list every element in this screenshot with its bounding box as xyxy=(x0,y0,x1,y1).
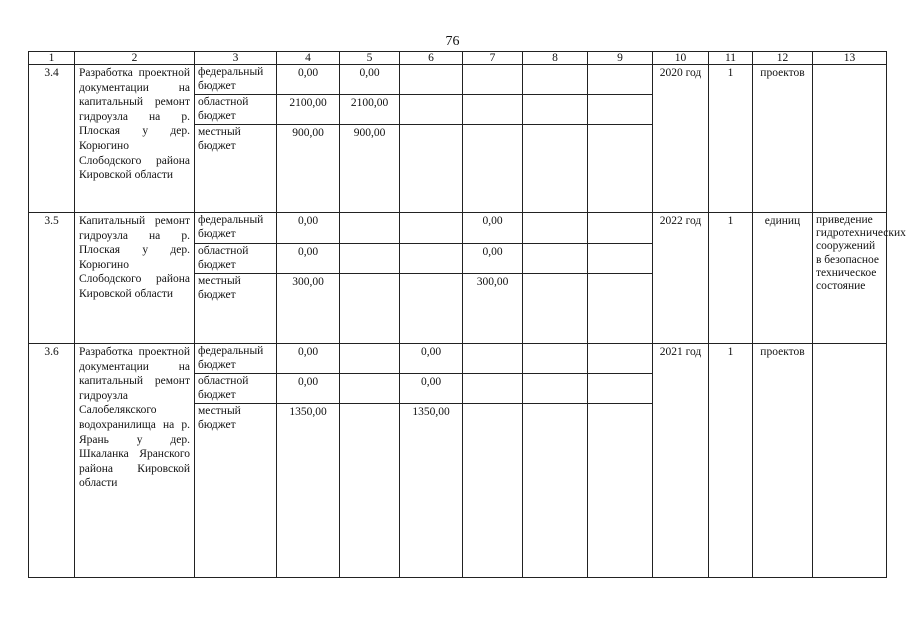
cell-c6 xyxy=(400,213,463,244)
table-row xyxy=(29,344,887,374)
cell-total: 0,00 xyxy=(277,344,340,374)
cell-c6 xyxy=(400,95,463,125)
row-qty: 1 xyxy=(709,65,753,213)
col-header: 13 xyxy=(813,52,887,65)
cell-c9 xyxy=(588,213,653,244)
col-header: 6 xyxy=(400,52,463,65)
cell-c5 xyxy=(340,344,400,374)
row-qty: 1 xyxy=(709,344,753,578)
cell-c8 xyxy=(523,125,588,213)
row-description: Разработка проектной документации на капитальный ремонт гидроузла на р. Плоская у дер. Корюгино Слободского района Кировской области xyxy=(75,65,195,213)
col-header: 2 xyxy=(75,52,195,65)
program-table xyxy=(28,51,906,578)
cell-c5 xyxy=(340,213,400,244)
cell-c9 xyxy=(588,344,653,374)
cell-c9 xyxy=(588,374,653,404)
cell-c6: 1350,00 xyxy=(400,404,463,578)
col-header: 7 xyxy=(463,52,523,65)
cell-c5 xyxy=(340,244,400,274)
row-year: 2021 год xyxy=(653,344,709,578)
row-result: приведение гидротехнических сооружений в безопасное техническое состояние xyxy=(813,213,887,344)
cell-c5: 0,00 xyxy=(340,65,400,95)
cell-c7 xyxy=(463,374,523,404)
cell-c8 xyxy=(523,374,588,404)
funding-source: местный бюджет xyxy=(195,125,277,213)
cell-c9 xyxy=(588,65,653,95)
col-header: 10 xyxy=(653,52,709,65)
cell-c6: 0,00 xyxy=(400,374,463,404)
cell-c8 xyxy=(523,344,588,374)
cell-total: 1350,00 xyxy=(277,404,340,578)
row-unit: проектов xyxy=(753,65,813,213)
row-description: Разработка проектной документации на капитальный ремонт гидроузла Салобелякского водохранилища на р. Ярань у дер. Шкаланка Яранского района Кировской области xyxy=(75,344,195,578)
col-header: 12 xyxy=(753,52,813,65)
cell-c7 xyxy=(463,344,523,374)
cell-c8 xyxy=(523,274,588,344)
funding-source: местный бюджет xyxy=(195,404,277,578)
col-header: 4 xyxy=(277,52,340,65)
cell-c7 xyxy=(463,65,523,95)
row-unit: единиц xyxy=(753,213,813,344)
col-header: 9 xyxy=(588,52,653,65)
cell-c6: 0,00 xyxy=(400,344,463,374)
cell-c8 xyxy=(523,244,588,274)
funding-source: федеральный бюджет xyxy=(195,213,277,244)
row-year: 2022 год xyxy=(653,213,709,344)
page-number: 76 xyxy=(445,34,460,49)
cell-c7 xyxy=(463,95,523,125)
row-id: 3.6 xyxy=(29,344,75,578)
cell-c5: 900,00 xyxy=(340,125,400,213)
cell-total: 2100,00 xyxy=(277,95,340,125)
cell-c9 xyxy=(588,125,653,213)
cell-total: 0,00 xyxy=(277,213,340,244)
col-header: 8 xyxy=(523,52,588,65)
cell-total: 300,00 xyxy=(277,274,340,344)
col-header: 11 xyxy=(709,52,753,65)
cell-c8 xyxy=(523,95,588,125)
funding-source: местный бюджет xyxy=(195,274,277,344)
col-header: 5 xyxy=(340,52,400,65)
cell-total: 900,00 xyxy=(277,125,340,213)
cell-c9 xyxy=(588,274,653,344)
cell-c6 xyxy=(400,244,463,274)
cell-c6 xyxy=(400,125,463,213)
row-result xyxy=(813,344,887,578)
cell-c7: 0,00 xyxy=(463,244,523,274)
cell-c7 xyxy=(463,125,523,213)
cell-c7: 300,00 xyxy=(463,274,523,344)
row-id: 3.5 xyxy=(29,213,75,344)
cell-c5 xyxy=(340,404,400,578)
col-header: 3 xyxy=(195,52,277,65)
funding-source: областной бюджет xyxy=(195,95,277,125)
cell-total: 0,00 xyxy=(277,65,340,95)
row-result xyxy=(813,65,887,213)
row-id: 3.4 xyxy=(29,65,75,213)
funding-source: федеральный бюджет xyxy=(195,65,277,95)
cell-c7: 0,00 xyxy=(463,213,523,244)
cell-c5: 2100,00 xyxy=(340,95,400,125)
cell-c9 xyxy=(588,244,653,274)
row-qty: 1 xyxy=(709,213,753,344)
cell-c5 xyxy=(340,374,400,404)
cell-c9 xyxy=(588,404,653,578)
row-unit: проектов xyxy=(753,344,813,578)
cell-total: 0,00 xyxy=(277,244,340,274)
cell-c6 xyxy=(400,274,463,344)
cell-c9 xyxy=(588,95,653,125)
table-row xyxy=(29,213,887,244)
table-row xyxy=(29,65,887,95)
cell-c8 xyxy=(523,65,588,95)
cell-c8 xyxy=(523,404,588,578)
funding-source: федеральный бюджет xyxy=(195,344,277,374)
cell-c8 xyxy=(523,213,588,244)
column-number-row xyxy=(29,52,887,65)
cell-c6 xyxy=(400,65,463,95)
cell-total: 0,00 xyxy=(277,374,340,404)
row-description: Капитальный ремонт гидроузла на р. Плоская у дер. Корюгино Слободского района Кировской области xyxy=(75,213,195,344)
funding-source: областной бюджет xyxy=(195,374,277,404)
cell-c7 xyxy=(463,404,523,578)
cell-c5 xyxy=(340,274,400,344)
funding-source: областной бюджет xyxy=(195,244,277,274)
row-year: 2020 год xyxy=(653,65,709,213)
col-header: 1 xyxy=(29,52,75,65)
